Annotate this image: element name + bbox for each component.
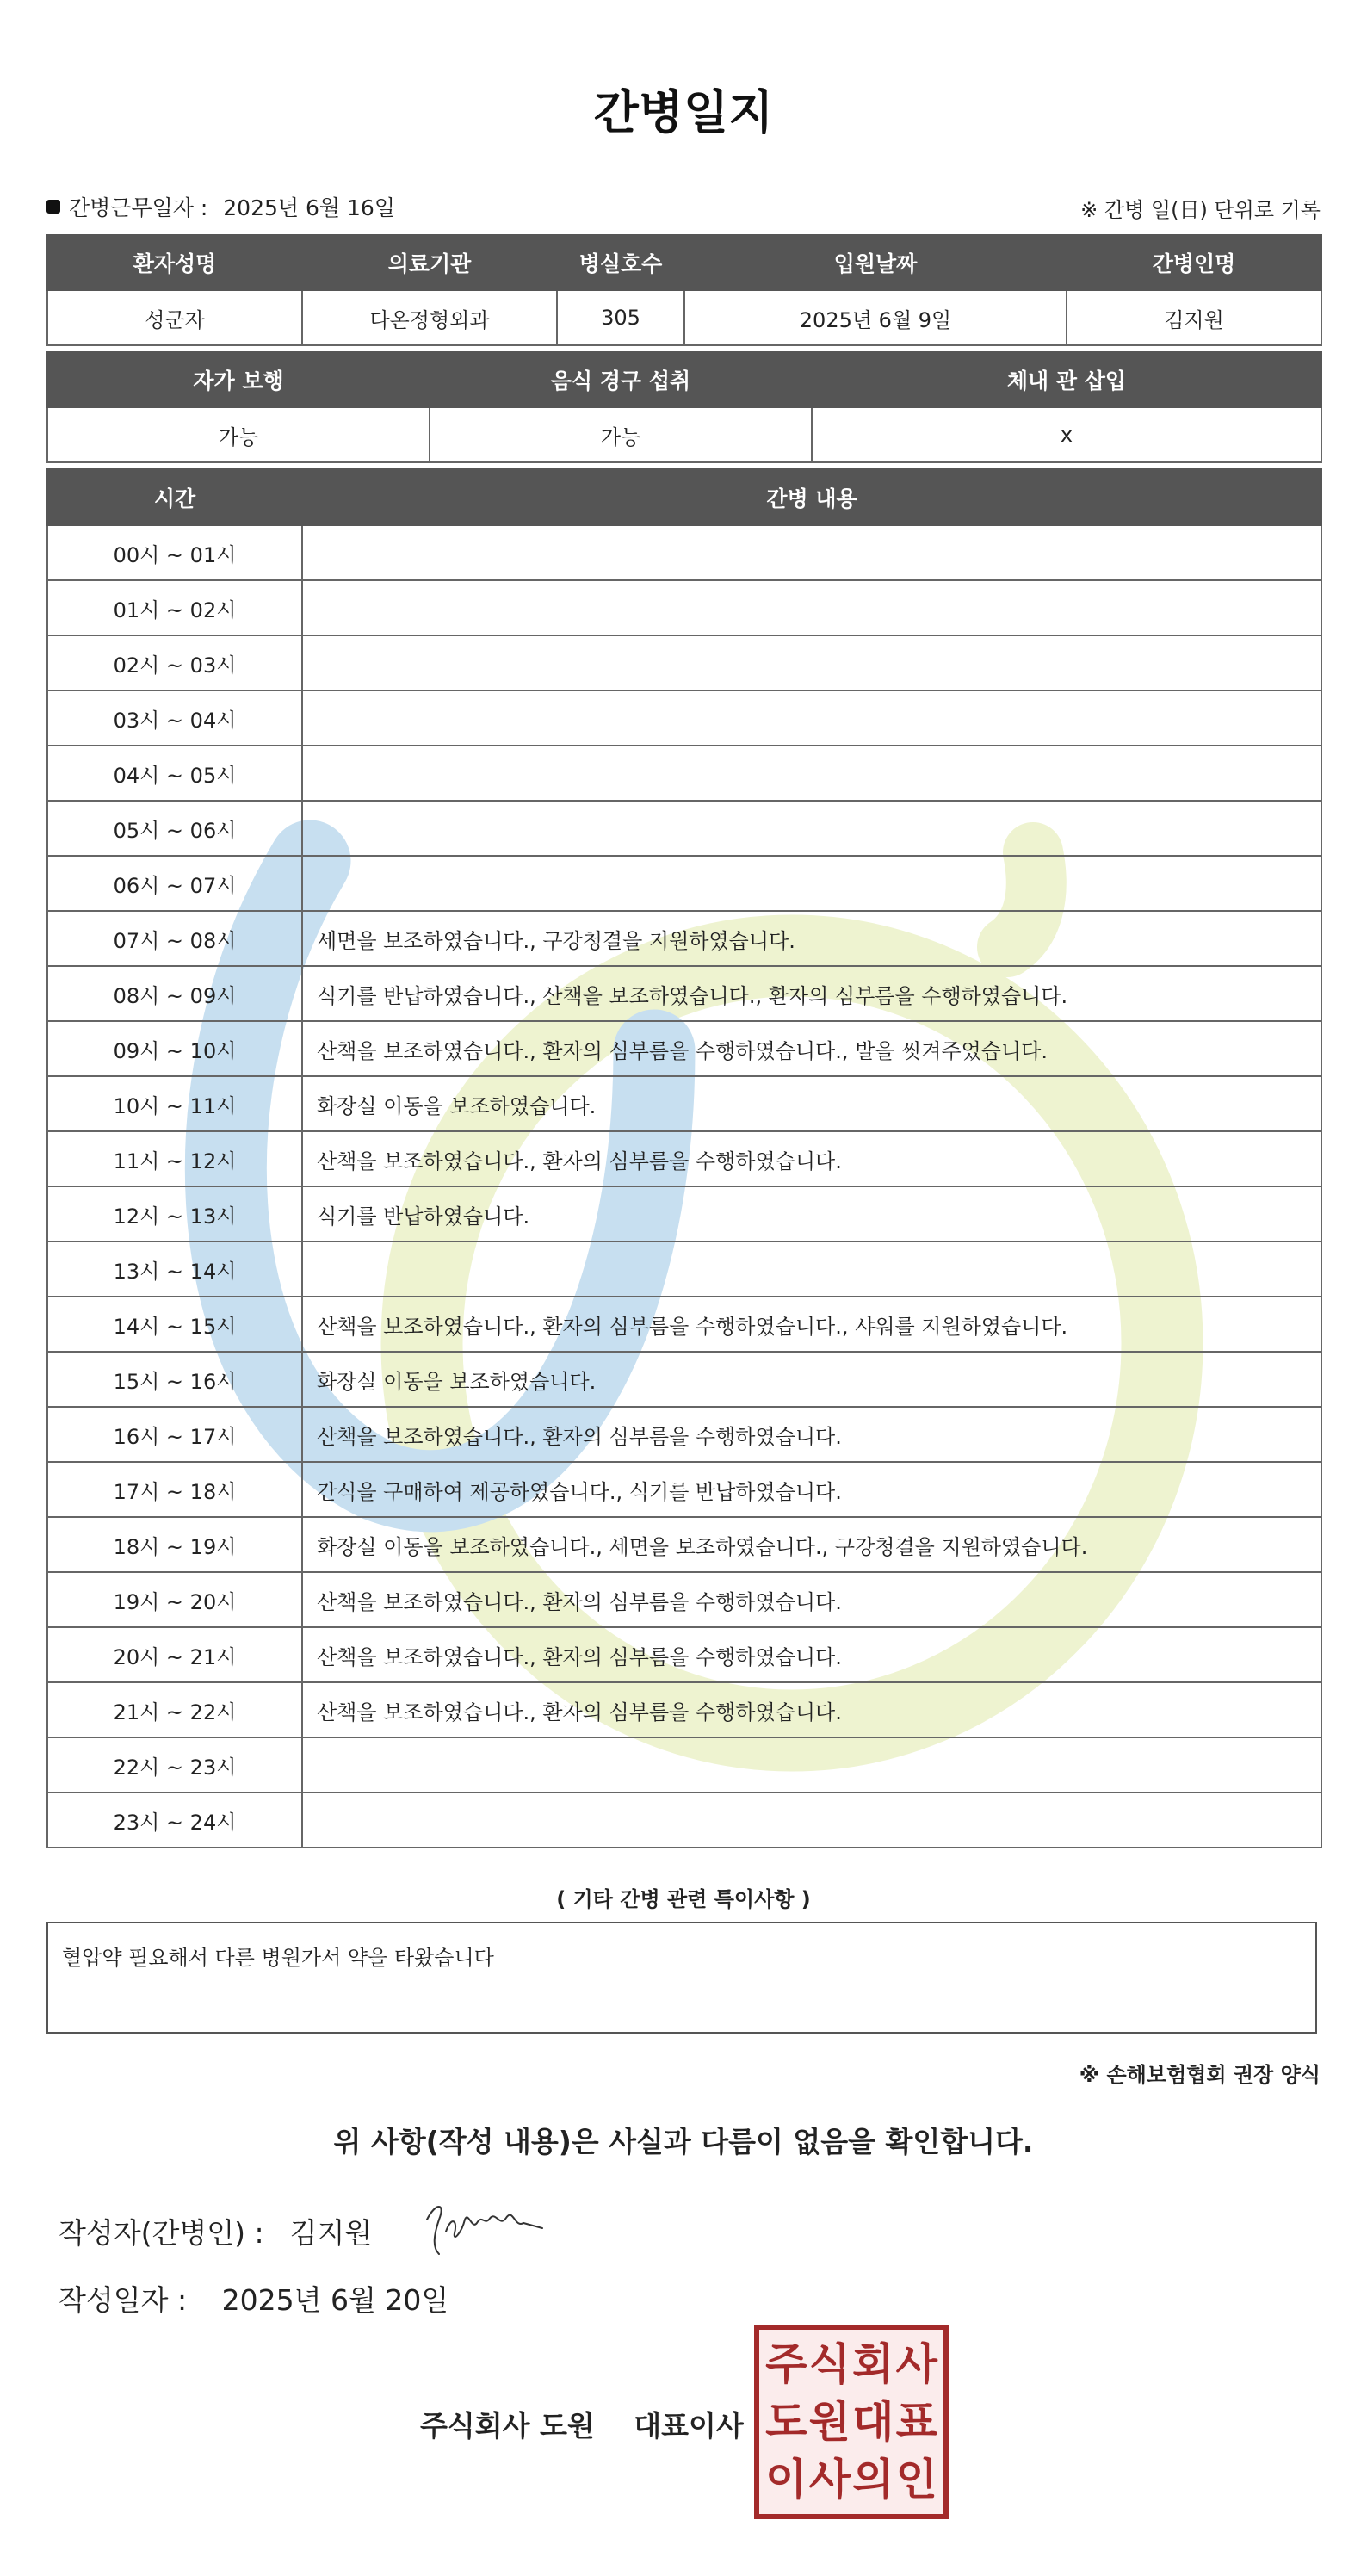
log-row xyxy=(47,1352,1321,1407)
seal-char: 식 xyxy=(808,2338,851,2389)
log-row xyxy=(47,1407,1321,1462)
log-row xyxy=(47,1682,1321,1737)
written-date-line xyxy=(59,2278,448,2319)
seal-char: 의 xyxy=(852,2455,894,2505)
log-time: 20시 ~ 21시 xyxy=(47,1627,302,1682)
header-patient-name: 환자성명 xyxy=(47,235,302,290)
log-time: 01시 ~ 02시 xyxy=(47,580,302,635)
log-row xyxy=(47,1517,1321,1572)
log-content: 식기를 반납하였습니다., 산책을 보조하였습니다., 환자의 심부름을 수행하였습니다. xyxy=(302,966,1321,1021)
log-content xyxy=(302,856,1321,911)
log-time: 23시 ~ 24시 xyxy=(47,1793,302,1848)
company-line xyxy=(420,2404,744,2444)
header-institution: 의료기관 xyxy=(302,235,557,290)
seal-char: 주 xyxy=(765,2338,807,2389)
seal-char: 표 xyxy=(895,2396,937,2447)
log-time: 16시 ~ 17시 xyxy=(47,1407,302,1462)
page-title: 간병일지 xyxy=(593,85,774,139)
header-oral-intake: 음식 경구 섭취 xyxy=(430,352,812,407)
log-time: 07시 ~ 08시 xyxy=(47,911,302,966)
writer-label: 작성자(간병인) : xyxy=(59,2216,264,2250)
log-time: 02시 ~ 03시 xyxy=(47,635,302,690)
log-row xyxy=(47,1572,1321,1627)
institution: 다온정형외과 xyxy=(302,290,557,345)
walking-value: 가능 xyxy=(47,407,430,462)
writer-name: 김지원 xyxy=(289,2216,373,2250)
log-content xyxy=(302,525,1321,580)
log-row xyxy=(47,525,1321,580)
log-row xyxy=(47,966,1321,1021)
seal-char: 사 xyxy=(808,2455,851,2505)
seal-char: 이 xyxy=(765,2455,807,2505)
log-row xyxy=(47,580,1321,635)
log-row xyxy=(47,1737,1321,1793)
written-date-value: 2025년 6월 20일 xyxy=(221,2283,449,2317)
writer-line xyxy=(59,2211,372,2251)
written-date-label: 작성일자 : xyxy=(59,2283,188,2317)
log-content: 산책을 보조하였습니다., 환자의 심부름을 수행하였습니다., 발을 씻겨주었습니다. xyxy=(302,1021,1321,1076)
log-time: 03시 ~ 04시 xyxy=(47,690,302,746)
log-content: 화장실 이동을 보조하였습니다., 세면을 보조하였습니다., 구강청결을 지원하였습니다. xyxy=(302,1517,1321,1572)
log-content xyxy=(302,690,1321,746)
header-admission-date: 입원날짜 xyxy=(684,235,1067,290)
log-content: 세면을 보조하였습니다., 구강청결을 지원하였습니다. xyxy=(302,911,1321,966)
log-row xyxy=(47,690,1321,746)
log-content xyxy=(302,580,1321,635)
oral-intake-value: 가능 xyxy=(430,407,812,462)
log-time: 19시 ~ 20시 xyxy=(47,1572,302,1627)
record-note: ※ 간병 일(日) 단위로 기록 xyxy=(1080,198,1321,222)
log-content: 식기를 반납하였습니다. xyxy=(302,1186,1321,1242)
log-time: 08시 ~ 09시 xyxy=(47,966,302,1021)
patient-status-table xyxy=(46,351,1322,463)
log-time: 09시 ~ 10시 xyxy=(47,1021,302,1076)
log-content: 화장실 이동을 보조하였습니다. xyxy=(302,1352,1321,1407)
seal-char: 회 xyxy=(852,2338,894,2389)
log-time: 22시 ~ 23시 xyxy=(47,1737,302,1793)
representative-title: 대표이사 xyxy=(634,2409,744,2443)
log-row xyxy=(47,1076,1321,1131)
log-content: 산책을 보조하였습니다., 환자의 심부름을 수행하였습니다. xyxy=(302,1627,1321,1682)
log-content: 산책을 보조하였습니다., 환자의 심부름을 수행하였습니다. xyxy=(302,1131,1321,1186)
log-time: 13시 ~ 14시 xyxy=(47,1242,302,1297)
log-content: 화장실 이동을 보조하였습니다. xyxy=(302,1076,1321,1131)
work-date-label: 간병근무일자 : xyxy=(69,195,208,220)
caregiver-name: 김지원 xyxy=(1067,290,1321,345)
log-content: 산책을 보조하였습니다., 환자의 심부름을 수행하였습니다. xyxy=(302,1682,1321,1737)
header-room: 병실호수 xyxy=(557,235,684,290)
recommend-note: ※ 손해보험협회 권장 양식 xyxy=(1079,2063,1321,2087)
log-content: 산책을 보조하였습니다., 환자의 심부름을 수행하였습니다. xyxy=(302,1572,1321,1627)
log-time: 11시 ~ 12시 xyxy=(47,1131,302,1186)
log-time: 14시 ~ 15시 xyxy=(47,1297,302,1352)
log-row xyxy=(47,1242,1321,1297)
log-content xyxy=(302,801,1321,856)
log-content xyxy=(302,1793,1321,1848)
log-row xyxy=(47,1793,1321,1848)
log-time: 05시 ~ 06시 xyxy=(47,801,302,856)
log-row xyxy=(47,1297,1321,1352)
log-row xyxy=(47,1186,1321,1242)
log-time: 15시 ~ 16시 xyxy=(47,1352,302,1407)
log-row xyxy=(47,746,1321,801)
company-name: 주식회사 도원 xyxy=(420,2409,595,2443)
log-row xyxy=(47,1131,1321,1186)
seal-char: 사 xyxy=(895,2338,937,2389)
header-caregiver: 간병인명 xyxy=(1067,235,1321,290)
notes-title: ( 기타 간병 관련 특이사항 ) xyxy=(556,1887,811,1911)
care-log-table xyxy=(46,468,1322,1848)
log-time: 17시 ~ 18시 xyxy=(47,1462,302,1517)
log-time: 00시 ~ 01시 xyxy=(47,525,302,580)
handwritten-signature xyxy=(420,2194,549,2263)
log-row xyxy=(47,1021,1321,1076)
admission-date: 2025년 6월 9일 xyxy=(684,290,1067,345)
log-time: 04시 ~ 05시 xyxy=(47,746,302,801)
log-content xyxy=(302,746,1321,801)
room-number: 305 xyxy=(557,290,684,345)
square-bullet-icon xyxy=(46,200,60,214)
tube-value: x xyxy=(812,407,1321,462)
log-content xyxy=(302,635,1321,690)
log-row xyxy=(47,911,1321,966)
work-date-value: 2025년 6월 16일 xyxy=(223,195,395,220)
log-content: 간식을 구매하여 제공하였습니다., 식기를 반납하였습니다. xyxy=(302,1462,1321,1517)
patient-info-table xyxy=(46,234,1322,346)
log-row xyxy=(47,1462,1321,1517)
log-time: 18시 ~ 19시 xyxy=(47,1517,302,1572)
log-time: 12시 ~ 13시 xyxy=(47,1186,302,1242)
log-time: 21시 ~ 22시 xyxy=(47,1682,302,1737)
patient-name: 성군자 xyxy=(47,290,302,345)
seal-char: 인 xyxy=(895,2455,937,2505)
company-seal-stamp xyxy=(754,2325,949,2519)
log-time: 10시 ~ 11시 xyxy=(47,1076,302,1131)
notes-content: 혈압약 필요해서 다른 병원가서 약을 타왔습니다 xyxy=(46,1922,1317,2034)
log-content: 산책을 보조하였습니다., 환자의 심부름을 수행하였습니다., 샤워를 지원하였습니다. xyxy=(302,1297,1321,1352)
seal-char: 도 xyxy=(765,2396,807,2447)
seal-char: 대 xyxy=(852,2396,894,2447)
header-time: 시간 xyxy=(47,469,302,525)
log-row xyxy=(47,856,1321,911)
log-row xyxy=(47,635,1321,690)
header-tube: 체내 관 삽입 xyxy=(812,352,1321,407)
log-time: 06시 ~ 07시 xyxy=(47,856,302,911)
header-walking: 자가 보행 xyxy=(47,352,430,407)
log-content: 산책을 보조하였습니다., 환자의 심부름을 수행하였습니다. xyxy=(302,1407,1321,1462)
log-content xyxy=(302,1242,1321,1297)
log-row xyxy=(47,1627,1321,1682)
work-date xyxy=(46,191,395,222)
header-care-content: 간병 내용 xyxy=(302,469,1321,525)
log-content xyxy=(302,1737,1321,1793)
seal-char: 원 xyxy=(808,2396,851,2447)
confirmation-statement: 위 사항(작성 내용)은 사실과 다름이 없음을 확인합니다. xyxy=(333,2125,1034,2158)
log-row xyxy=(47,801,1321,856)
